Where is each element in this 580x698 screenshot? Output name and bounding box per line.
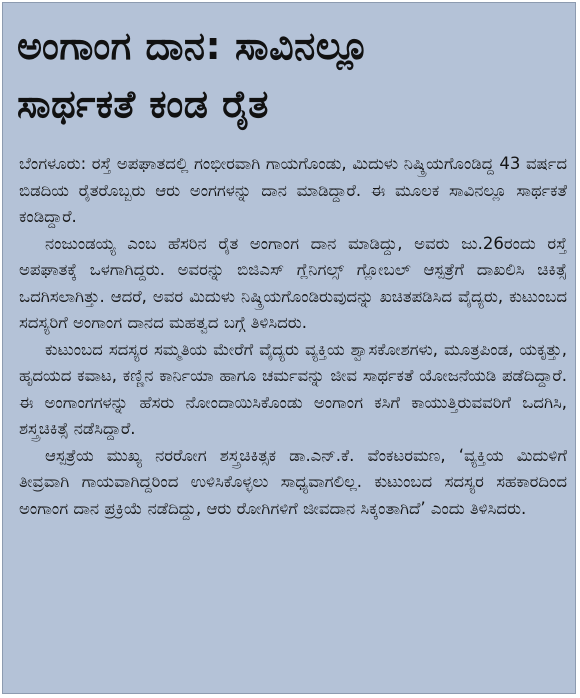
paragraph-3: ಕುಟುಂಬದ ಸದಸ್ಯರ ಸಮ್ಮತಿಯ ಮೇರೆಗೆ ವೈದ್ಯರು ವ್ಯಕ್ತಿಯ ಶ್ವಾಸಕೋಶಗಳು, ಮೂತ್ರಪಿಂಡ, ಯಕೃತ್ತು, ಹೃದಯದ ಕವಾಟ, ಕಣ್ಣಿನ ಕಾರ್ನಿಯಾ ಹಾಗೂ ಚರ್ಮವನ್ನು ಜೀವ ಸಾರ್ಥಕತೆ ಯೋಜನೆಯಡಿ ಪಡೆದಿದ್ದಾರೆ. ಈ ಅಂಗಾಂಗಗಳನ್ನು ಹೆಸರು ನೋಂದಾಯಿಸಿಕೊಂಡು ಅಂಗಾಂಗ ಕಸಿಗೆ ಕಾಯುತ್ತಿರುವವರಿಗೆ ಒದಗಿಸಿ, ಶಸ್ತ್ರಚಿಕಿತ್ಸೆ ನಡೆಸಿದ್ದಾರೆ.	[19, 339, 567, 438]
paragraph-4: ಆಸ್ಪತ್ರೆಯ ಮುಖ್ಯ ನರರೋಗ ಶಸ್ತ್ರಚಿಕಿತ್ಸಕ ಡಾ.ಎನ್.ಕೆ. ವೆಂಕಟರಮಣ, ‘ವ್ಯಕ್ತಿಯ ಮಿದುಳಿಗೆ ತೀವ್ರವಾಗಿ ಗಾಯವಾಗಿದ್ದರಿಂದ ಉಳಿಸಿಕೊಳ್ಳಲು ಸಾಧ್ಯವಾಗಲಿಲ್ಲ. ಕುಟುಂಬದ ಸದಸ್ಯರ ಸಹಕಾರದಿಂದ ಅಂಗಾಂಗ ದಾನ ಪ್ರಕ್ರಿಯೆ ನಡೆದಿದ್ದು, ಆರು ರೋಗಿಗಳಿಗೆ ಜೀವದಾನ ಸಿಕ್ಕಂತಾಗಿದೆ’ ಎಂದು ತಿಳಿಸಿದರು.	[19, 445, 567, 518]
article-headline	[3, 3, 575, 133]
headline-line-2: ಸಾರ್ಥಕತೆ ಕಂಡ ರೈತ	[17, 82, 269, 126]
article-body	[19, 151, 567, 522]
newspaper-clipping	[2, 2, 576, 694]
headline-line-1: ಅಂಗಾಂಗ ದಾನ: ಸಾವಿನಲ್ಲೂ	[17, 24, 370, 68]
paragraph-2: ನಂಜುಂಡಯ್ಯ ಎಂಬ ಹೆಸರಿನ ರೈತ ಅಂಗಾಂಗ ದಾನ ಮಾಡಿದ್ದು, ಅವರು ಜು.26ರಂದು ರಸ್ತೆ ಅಪಘಾತಕ್ಕೆ ಒಳಗಾಗಿದ್ದರು. ಅವರನ್ನು ಬಿಜಿಎಸ್ ಗ್ಲೆನಿಗಲ್ಸ್ ಗ್ಲೋಬಲ್ ಆಸ್ಪತ್ರೆಗೆ ದಾಖಲಿಸಿ ಚಿಕಿತ್ಸೆ ಒದಗಿಸಲಾಗಿತ್ತು. ಆದರೆ, ಅವರ ಮಿದುಳು ನಿಷ್ಕ್ರಿಯಗೊಂಡಿರುವುದನ್ನು ಖಚಿತಪಡಿಸಿದ ವೈದ್ಯರು, ಕುಟುಂಬದ ಸದಸ್ಯರಿಗೆ ಅಂಗಾಂಗ ದಾನದ ಮಹತ್ವದ ಬಗ್ಗೆ ತಿಳಿಸಿದರು.	[19, 233, 567, 332]
paragraph-1: ಬೆಂಗಳೂರು: ರಸ್ತೆ ಅಪಘಾತದಲ್ಲಿ ಗಂಭೀರವಾಗಿ ಗಾಯಗೊಂಡು, ಮಿದುಳು ನಿಷ್ಕ್ರಿಯಗೊಂಡಿದ್ದ 43 ವರ್ಷದ ಬಿಡದಿಯ ರೈತರೊಬ್ಬರು ಆರು ಅಂಗಗಳನ್ನು ದಾನ ಮಾಡಿದ್ದಾರೆ. ಈ ಮೂಲಕ ಸಾವಿನಲ್ಲೂ ಸಾರ್ಥಕತೆ ಕಂಡಿದ್ದಾರೆ.	[19, 154, 567, 226]
